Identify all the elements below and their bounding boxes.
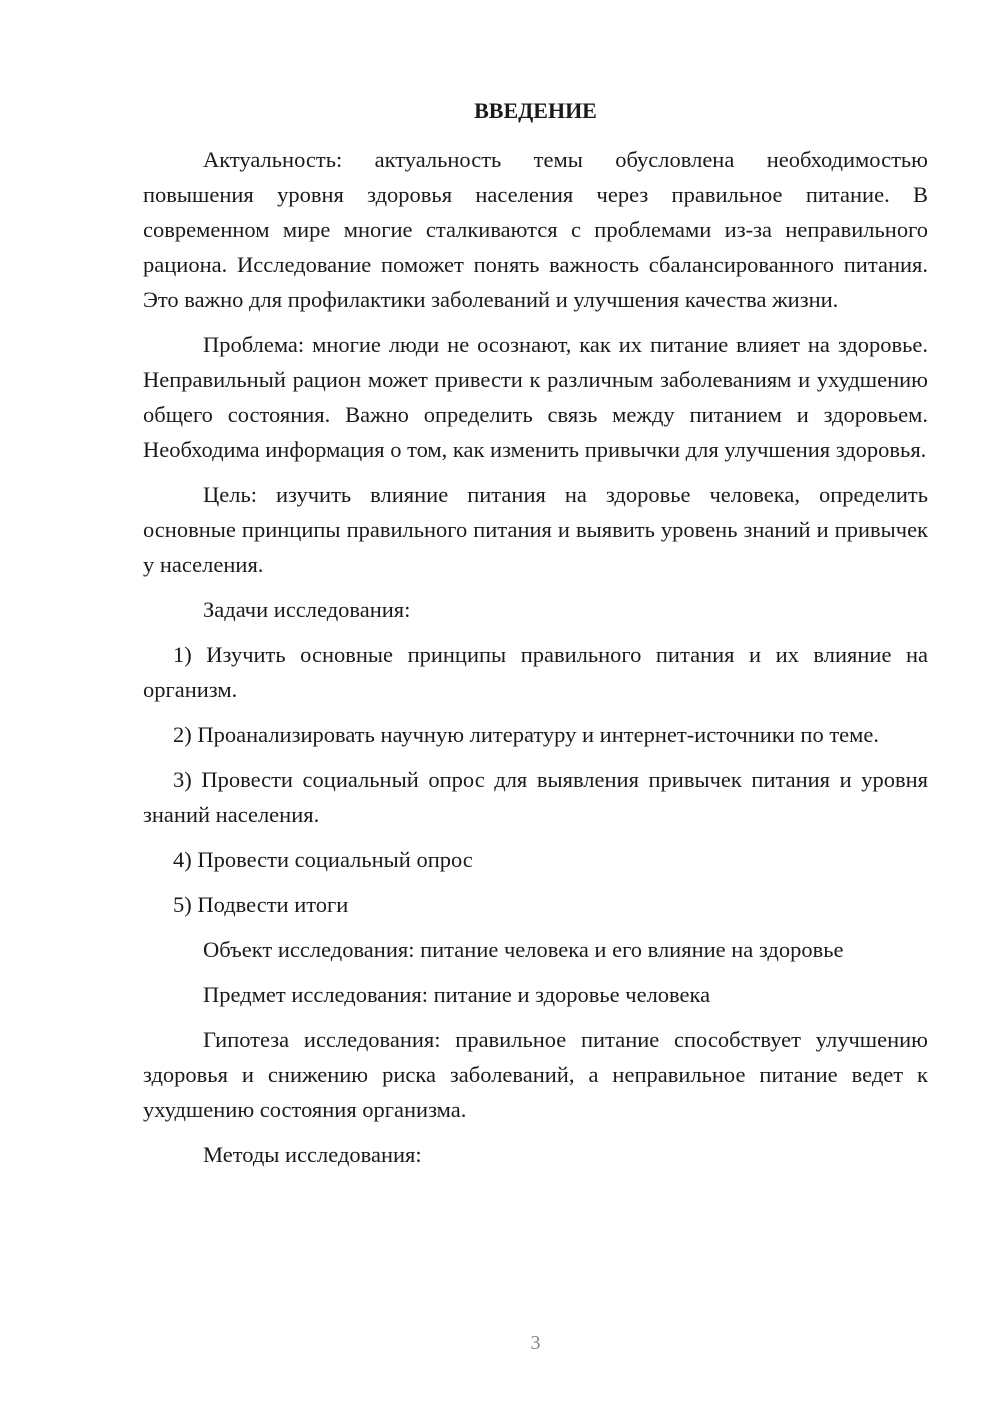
subject-paragraph: Предмет исследования: питание и здоровье человека bbox=[203, 982, 711, 1007]
methods-heading: Методы исследования: bbox=[203, 1142, 422, 1167]
tasks-heading: Задачи исследования: bbox=[203, 597, 411, 622]
hypothesis-paragraph: Гипотеза исследования: правильное питание способствует улучшению здоровья и снижению риска заболеваний, а неправильное питание ведет к ухудшению состояния организма. bbox=[143, 1027, 928, 1122]
document-body bbox=[143, 142, 928, 1182]
problem-paragraph: Проблема: многие люди не осознают, как их питание влияет на здоровье. Неправильный рацион может привести к различным заболеваниям и ухудшению общего состояния. Важно определить связь между питанием и здоровьем. Необходима информация о том, как изменить привычки для улучшения здоровья. bbox=[143, 332, 928, 462]
task-item-2: 2) Проанализировать научную литературу и интернет-источники по теме. bbox=[173, 722, 879, 747]
page-title: ВВЕДЕНИЕ bbox=[474, 98, 597, 123]
task-item-3: 3) Провести социальный опрос для выявления привычек питания и уровня знаний населения. bbox=[143, 767, 928, 827]
task-item-1: 1) Изучить основные принципы правильного питания и их влияние на организм. bbox=[143, 642, 928, 702]
task-item-5: 5) Подвести итоги bbox=[173, 892, 349, 917]
page-number: 3 bbox=[530, 1332, 541, 1354]
relevance-paragraph: Актуальность: актуальность темы обусловлена необходимостью повышения уровня здоровья населения через правильное питание. В современном мире многие сталкиваются с проблемами из-за неправильного рациона. Исследование поможет понять важность сбалансированного питания. Это важно для профилактики заболеваний и улучшения качества жизни. bbox=[143, 147, 928, 312]
goal-paragraph: Цель: изучить влияние питания на здоровье человека, определить основные принципы правильного питания и выявить уровень знаний и привычек у населения. bbox=[143, 482, 928, 577]
object-paragraph: Объект исследования: питание человека и его влияние на здоровье bbox=[203, 937, 844, 962]
task-item-4: 4) Провести социальный опрос bbox=[173, 847, 473, 872]
